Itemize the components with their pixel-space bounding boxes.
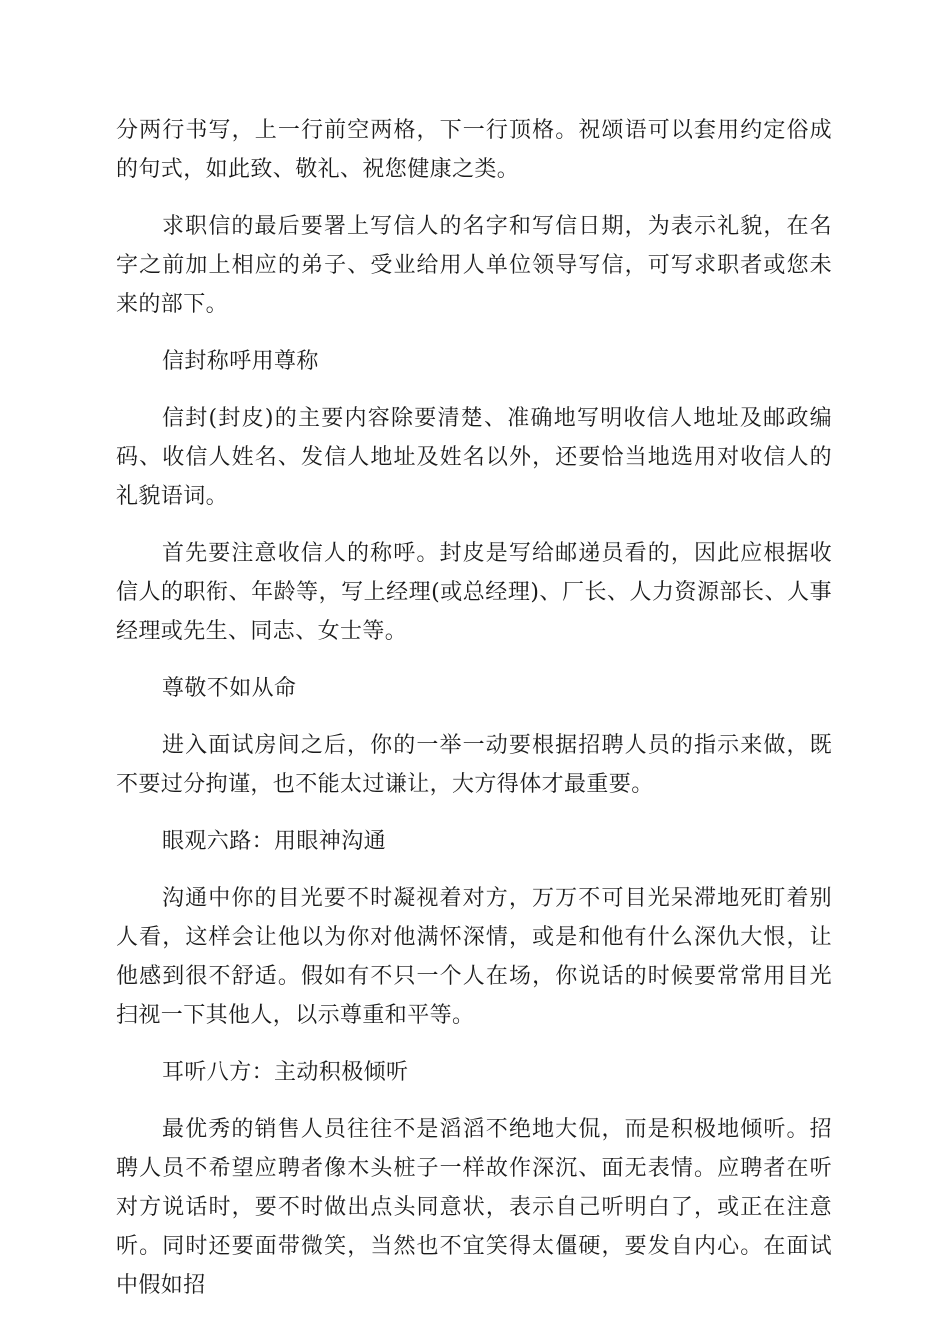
heading-envelope-address: 信封称呼用尊称 (162, 349, 319, 374)
paragraph-signature: 求职信的最后要署上写信人的名字和写信日期，为表示礼貌，在名字之前加上相应的弟子、受业给用人单位领导写信，可写求职者或您未来的部下。 (116, 214, 832, 317)
paragraph-interview-room: 进入面试房间之后，你的一举一动要根据招聘人员的指示来做，既不要过分拘谨，也不能太过谦让，大方得体才最重要。 (116, 733, 832, 797)
paragraph-recipient-title: 首先要注意收信人的称呼。封皮是写给邮递员看的，因此应根据收信人的职衔、年龄等，写上经理(或总经理)、厂长、人力资源部长、人事经理或先生、同志、女士等。 (116, 541, 832, 644)
paragraph-active-listening: 最优秀的销售人员往往不是滔滔不绝地大侃，而是积极地倾听。招聘人员不希望应聘者像木头桩子一样故作深沉、面无表情。应聘者在听对方说话时，要不时做出点头同意状，表示自己听明白了，或正在注意听。同时还要面带微笑，当然也不宜笑得太僵硬，要发自内心。在面试中假如招 (116, 1117, 832, 1298)
heading-active-listening: 耳听八方：主动积极倾听 (162, 1060, 409, 1085)
paragraph-salutation-format: 分两行书写，上一行前空两格，下一行顶格。祝颂语可以套用约定俗成的句式，如此致、敬礼、祝您健康之类。 (116, 118, 832, 182)
paragraph-eye-contact: 沟通中你的目光要不时凝视着对方，万万不可目光呆滞地死盯着别人看，这样会让他以为你对他满怀深情，或是和他有什么深仇大恨，让他感到很不舒适。假如有不只一个人在场，你说话的时候要常常用目光扫视一下其他人，以示尊重和平等。 (116, 886, 832, 1028)
document-page (116, 111, 832, 1323)
heading-eye-contact: 眼观六路：用眼神沟通 (162, 829, 387, 854)
paragraph-envelope-content: 信封(封皮)的主要内容除要清楚、准确地写明收信人地址及邮政编码、收信人姓名、发信人地址及姓名以外，还要恰当地选用对收信人的礼貌语词。 (116, 406, 832, 509)
heading-follow-instructions: 尊敬不如从命 (162, 676, 297, 701)
